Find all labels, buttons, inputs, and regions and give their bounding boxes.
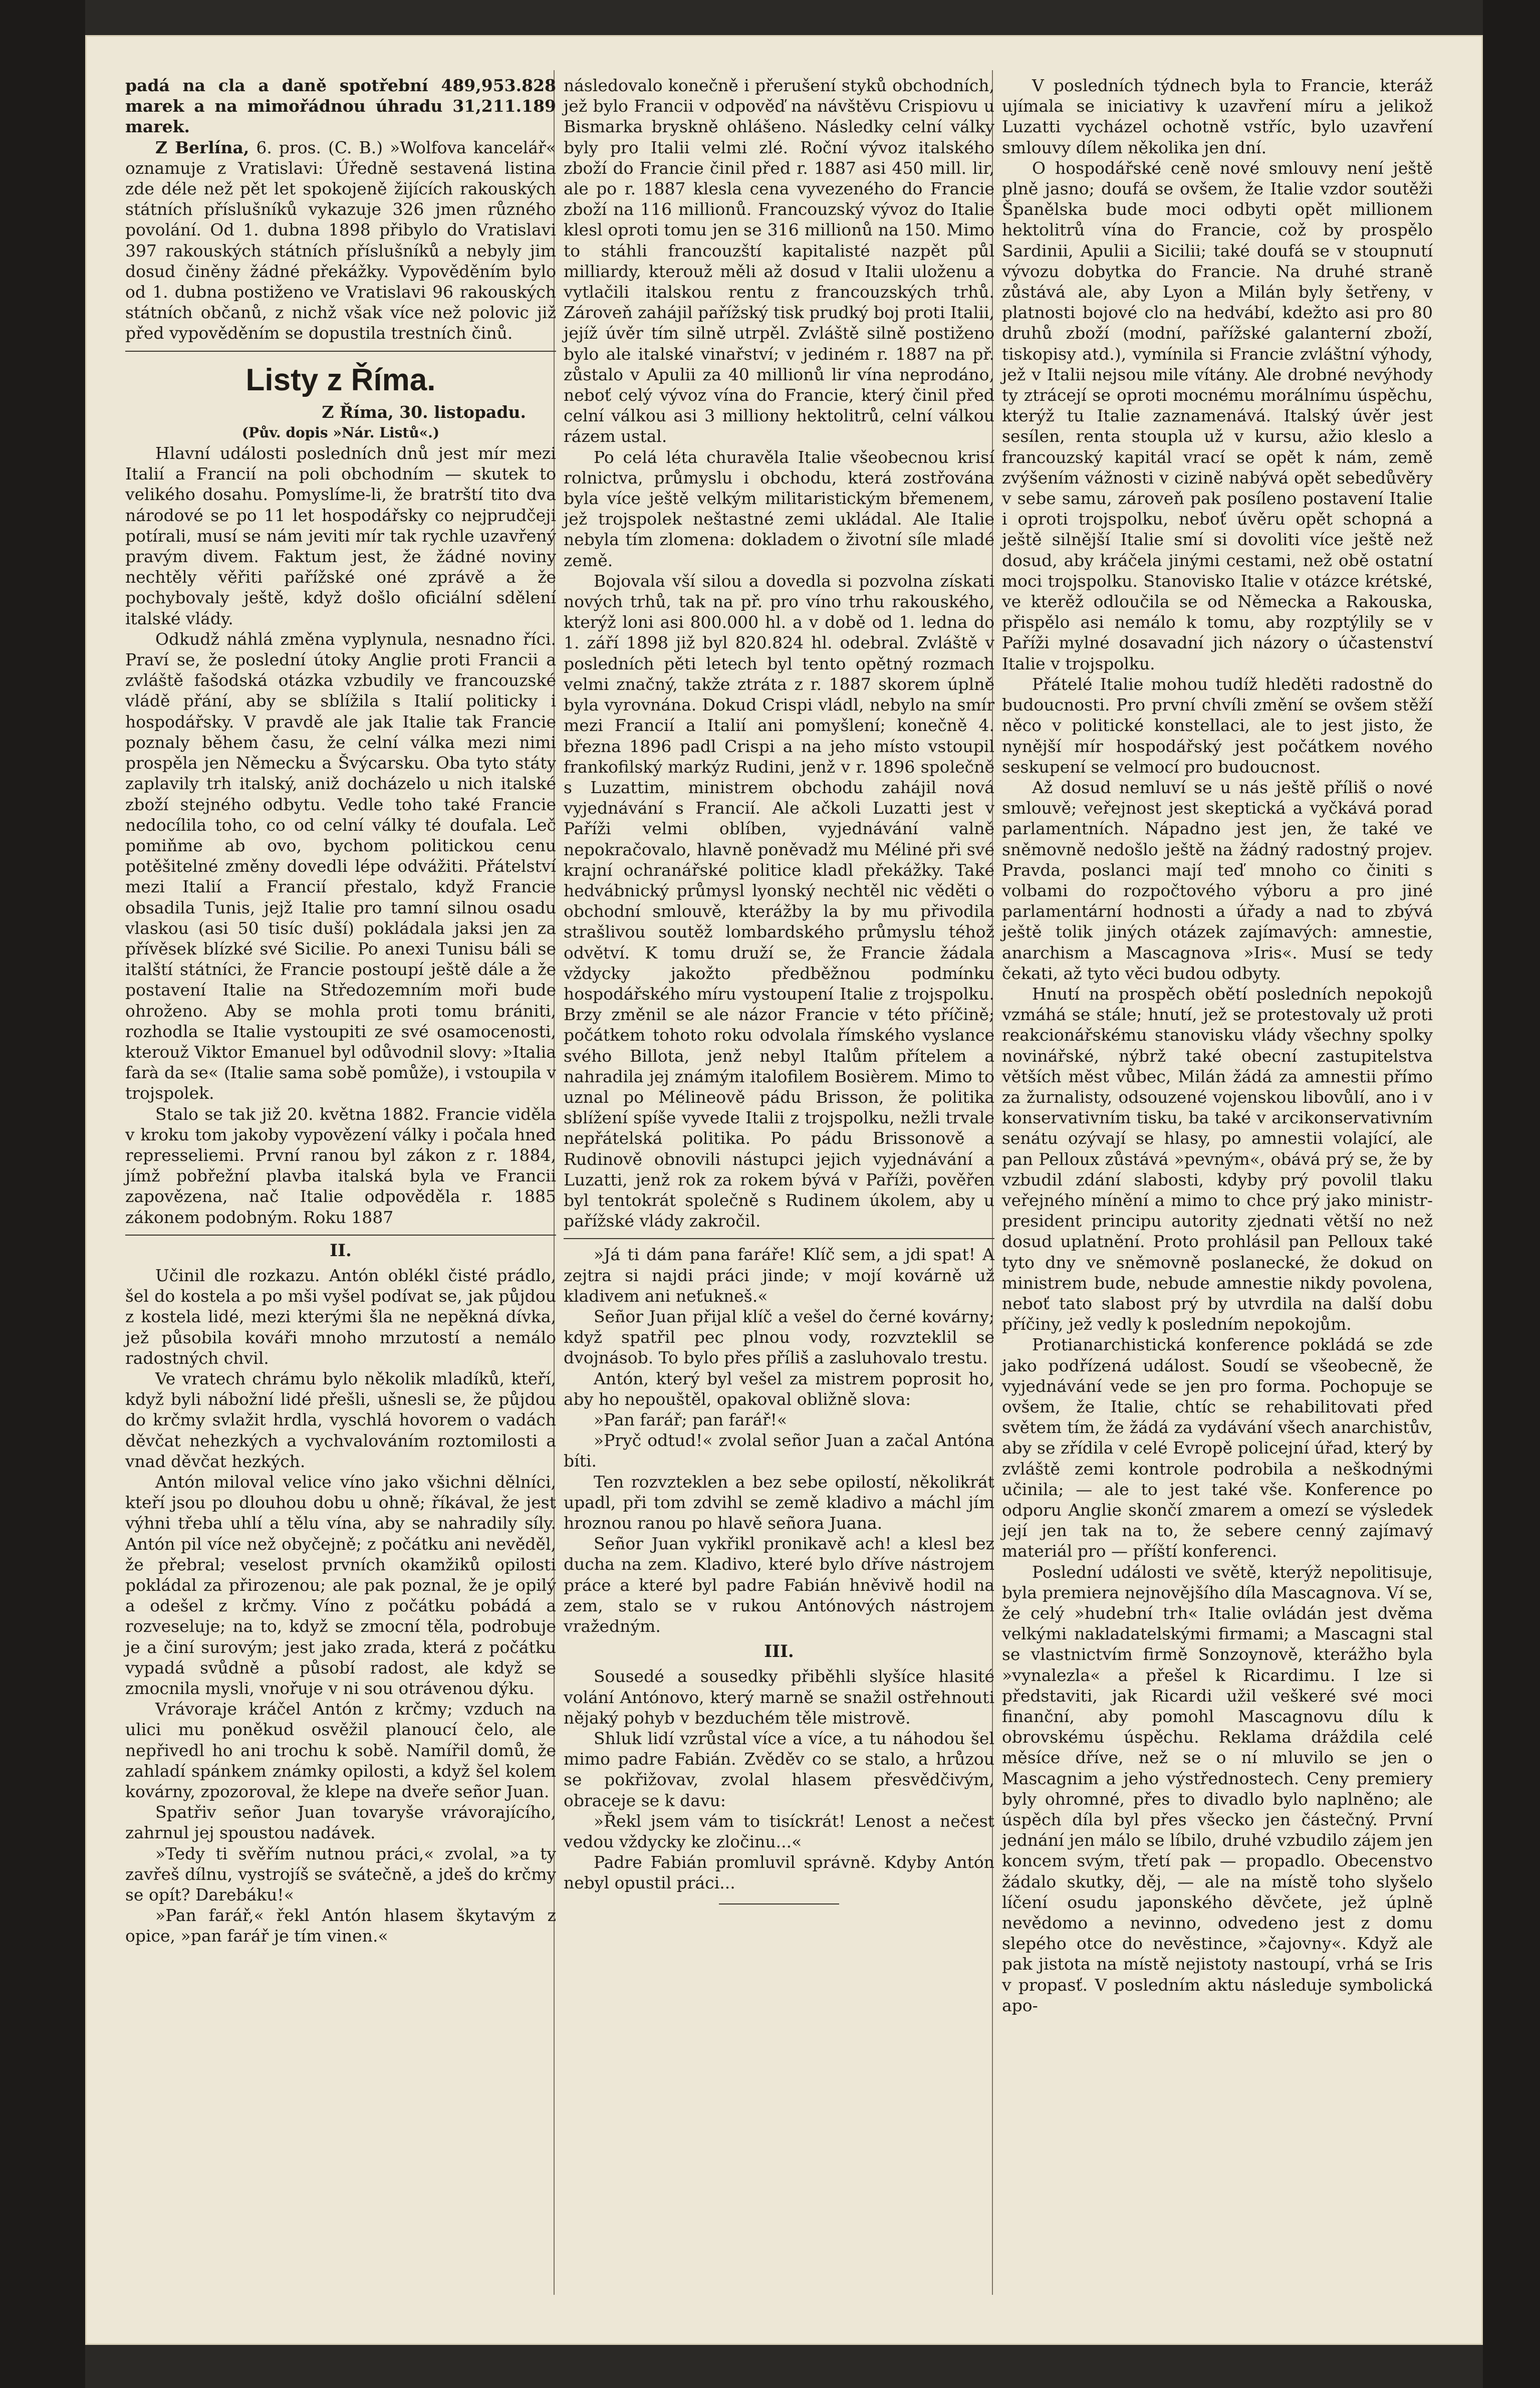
story-paragraph: Vrávoraje kráčel Antón z krčmy; vzduch na ulici mu poněkud osvěžil planoucí čelo, ale nepřivedl ho ani trochu k sobě. Namířil domů, že zahladí spánkem známky opilosti, a když šel kolem kovárny, zpozoroval, že klepe na dveře señor Juan.: [125, 1699, 556, 1802]
story-paragraph: Spatřiv señor Juan tovaryše vrávorajícího, zahrnul jej spoustou nadávek.: [125, 1802, 556, 1843]
article-paragraph: Hlavní události posledních dnů jest mír mezi Italií a Francií na poli obchodním — skutek to velikého dosahu. Pomyslíme-li, že bratrští tito dva národové se po 11 let hospodářsky co nejprudčeji potírali, musí se nám jeviti mír tak rychle uzavřený pravým divem. Faktum jest, že žádné noviny nechtěly věřiti pařížské oné zprávě a že pochybovaly ještě, když došlo oficiální sdělení italské vlády.: [125, 443, 556, 628]
column-2: [564, 75, 994, 1915]
story-end-rule: [719, 1903, 839, 1904]
article-paragraph: následovalo konečně i přerušení styků obchodních, jež bylo Francii v odpověď na návštěvu Crispiovu u Bismarka bryskně ohlášeno. Následky celní války byly pro Italii velmi zlé. Roční vývoz italského zboží do Francie činil před r. 1887 asi 450 mill. lir, ale po r. 1887 klesla cena vyvezeného do Francie zboží na 116 millionů. Francouzský vývoz do Italie klesl oproti tomu jen se 316 millionů na 150. Mimo to stáhli francouzští kapitalisté nazpět půl milliardy, kterouž měli až dosud v Italii uloženu a vytlačili italskou rentu z francouzských trhů. Zároveň zahájil pařížský tisk prudký boj proti Italii, jejíž úvěr tím silně utrpěl. Zvláště silně postiženo bylo ale italské vinařství; v jediném r. 1887 na př. zůstalo v Apulii za 40 millionů lir vína neprodáno, neboť celý vývoz vína do Francie, který činil před celní válkou asi 3 milliony hektolitrů, celní válkou rázem ustal.: [564, 76, 994, 446]
story-paragraph: Ve vratech chrámu bylo několik mladíků, kteří, když byli nábožní lidé přešli, ušnesli se, že půjdou do krčmy svlažit hrdla, vyschlá hovorem o vadách děvčat nehezkých a vychvalováním roztomilosti a vnad děvčat hezkých.: [125, 1368, 556, 1471]
article-paragraph: O hospodářské ceně nové smlouvy není ještě plně jasno; doufá se ovšem, že Italie vzdor soutěži Španělska bude moci odbyti opět millionem hektolitrů vína do Francie, což by prospělo Sardinii, Apulii a Sicilii; také doufá se v stoupnutí vývozu dobytka do Francie. Na druhé straně zůstává ale, aby Lyon a Milán byly šetřeny, v platnosti bojové clo na hedvábí, kdežto asi pro 80 druhů zboží (modní, pařížské galanterní zboží, tiskopisy atd.), vymínila si Francie zvláštní výhody, jež v Italii nejsou mile vítány. Ale drobné nevýhody ty ztrácejí se oproti mocnému morálnímu úspěchu, kterýž tu Italie zaznamenává. Italský úvěr jest sesílen, renta stoupla už v kursu, ažio kleslo a francouzský kapitál vrací se opět k nám, země zvýšením vážnosti v cizině nabývá opět sebedůvěry v sebe samu, zároveň pak posíleno postavení Italie i oproti trojspolku, neboť úvěru opět schopná a ještě silnější Italie smí si dovoliti více ještě než dosud, aby kráčela jinými cestami, než obě ostatní moci trojspolku. Stanovisko Italie v otázce krétské, ve kterěž odloučila se od Německa a Rakouska, přispělo asi nemálo k tomu, aby rozptýlily se v Paříži mylné dosavadní jich názory o účastenství Italie v trojspolku.: [1002, 158, 1433, 673]
article-paragraph: Odkudž náhlá změna vyplynula, nesnadno říci. Praví se, že poslední útoky Anglie proti Francii a zvláště fašodská otázka vzbudily ve francouzské vládě přání, aby se sblížila s Italií politicky i hospodářsky. V pravdě ale jak Italie tak Francie poznaly během času, že celní válka mezi nimi prospěla jen Německu a Švýcarsku. Oba tyto státy zaplavily trh italský, aniž docházelo u nich italské zboží stejného odbytu. Vedle toho také Francie nedocílila toho, co od celní války té doufala. Leč pomiňme ab ovo, bychom politickou cenu potěšitelné změny dovedli lépe odvážiti. Přátelství mezi Italií a Francií přestalo, když Francie obsadila Tunis, jejž Italie pro tamní silnou osadu vlaskou (asi 50 tisíc duší) pokládala jaksi jen za přívěsek blízké své Sicilie. Po anexi Tunisu báli se italští státníci, že Francie postoupí ještě dále a že postavení Italie na Středozemním moři bude ohroženo. Aby se mohla proti tomu brániti, rozhodla se Italie vystoupiti ze své osamocenosti, kterouž Viktor Emanuel byl odůvodnil slovy: »Italia farà da se« (Italie sama sobě pomůže), i vstoupila v trojspolek.: [125, 629, 556, 1103]
story-chapter-number: III.: [764, 1641, 794, 1662]
article-heading: Listy z Říma.: [245, 362, 436, 397]
column-1: [125, 75, 556, 1947]
story-paragraph: Učinil dle rozkazu. Antón oblékl čisté prádlo, šel do kostela a po mši vyšel podívat se, jak půjdou z kostela lidé, mezi kterými šla ne nepěkná dívka, jež působila kováři mnoho mrzutostí a nemálo radostných chvil.: [125, 1265, 556, 1368]
article-paragraph: Přátelé Italie mohou tudíž hleděti radostně do budoucnosti. Pro první chvíli změní se ovšem stěží něco v politické konstellaci, ale to jest jisto, že nynější mír hospodářský jest počátkem nového seskupení se velmocí pro budoucnost.: [1002, 674, 1433, 777]
opening-paragraph: padá na cla a daně spotřební 489,953.828 marek a na mimořádnou úhradu 31,211.189 marek.: [125, 76, 556, 137]
story-paragraph: Padre Fabián promluvil správně. Kdyby Antón nebyl opustil práci...: [564, 1852, 994, 1893]
article-paragraph: Po celá léta churavěla Italie všeobecnou krisí rolnictva, průmyslu i obchodu, která zostřována byla více ještě velkým militaristickým břemenem, jež trojspolek neštastné zemi ukládal. Ale Italie nebyla tím zlomena: dokladem o životní síle mladé země.: [564, 447, 994, 570]
newspaper-page: [85, 35, 1483, 2345]
berlin-dateline: Z Berlína,: [155, 137, 249, 157]
article-paragraph: Bojovala vší silou a dovedla si pozvolna získati nových trhů, tak na př. pro víno trhu rakouského, kterýž loni asi 800.000 hl. a v době od 1. ledna do 1. září 1898 již byl 820.824 hl. odebral. Zvláště v posledních pěti letech byl tento opětný rozmach velmi značný, takže ztráta z r. 1887 skorem úplně byla vyrovnána. Dokud Crispi vládl, nebylo na smír mezi Francií a Italií ani pomyšlení; konečně 4. března 1896 padl Crispi a na jeho místo vstoupil frankofilský markýz Rudini, jenž v r. 1896 společně s Luzattim, ministrem obchodu zahájil nová vyjednávání s Francií. Ale ačkoli Luzatti jest v Paříži velmi oblíben, vyjednávání valně nepokračovalo, hlavně poněvadž mu Méliné při své krajní ochranářské politice kladl překážky. Také hedvábnický průmysl lyonský nechtěl nic věděti o obchodní smlouvě, kterážby la by mu přivodila strašlivou soutěž lombardského průmyslu téhož odvětví. K tomu druží se, že Francie žádala vždycky jakožto předběžnou podmínku hospodářského míru vystoupení Italie z trojspolku. Brzy změnil se ale názor Francie v této příčině; počátkem tohoto roku odvolala římského vyslance svého Billota, jenž nebyl Italům přítelem a nahradila jej známým italofilem Bosièrem. Mimo to uznal po Mélineově pádu Brisson, že politika sblížení spíše vyvede Italii z trojspolku, nežli trvale nepřátelská politika. Po pádu Brissonově a Rudinově obnovili nástupci jejich vyjednávání a Luzatti, jenž rok za rokem bývá v Paříži, pověřen byl tentokrát společně s Rudinem úkolem, aby u pařížské vlády zakročil.: [564, 571, 994, 1231]
story-paragraph: »Tedy ti svěřím nutnou práci,« zvolal, »a ty zavřeš dílnu, vystrojíš se svátečně, a jdeš do krčmy se opít? Darebáku!«: [125, 1843, 556, 1905]
story-paragraph: Señor Juan vykřikl pronikavě ach! a klesl bez ducha na zem. Kladivo, které bylo dříve nástrojem práce a které byl padre Fabián hněvivě hodil na zem, stalo se v rukou Antónových nástrojem vražedným.: [564, 1534, 994, 1636]
feuilleton-separator: [564, 1238, 994, 1239]
story-paragraph: Shluk lidí vzrůstal více a více, a tu náhodou šel mimo padre Fabián. Zvěděv co se stalo, a hrůzou se pokřižovav, zvolal hlasem přesvědčivým, obraceje se k davu:: [564, 1729, 994, 1810]
story-paragraph: »Pryč odtud!« zvolal señor Juan a začal Antóna bíti.: [564, 1430, 994, 1471]
article-dateline: Z Říma, 30. listopadu.: [322, 402, 526, 422]
section-separator: [125, 351, 556, 352]
article-paragraph: V posledních týdnech byla to Francie, kteráž ujímala se iniciativy k uzavření míru a jelikož Luzatti vycházel ochotně vstříc, bylo uzavření smlouvy dílem několika jen dní.: [1002, 76, 1433, 157]
article-paragraph: Až dosud nemluví se u nás ještě příliš o nové smlouvě; veřejnost jest skeptická a vyčkává porad parlamentních. Nápadno jest jen, že také ve sněmovně nedošlo ještě na žádný radostný projev. Pravda, poslanci mají teď mnoho co činiti s volbami do rozpočtového výboru a pro jiné parlamentární hodnosti a úřady a nad to zbývá ještě tolik jiných otázek zajímavých: amnestie, anarchism a Mascagnova »Iris«. Musí se tedy čekati, až tyto věci budou odbyty.: [1002, 777, 1433, 983]
story-paragraph: Antón, který byl vešel za mistrem poprosit ho, aby ho nepouštěl, opakoval obližně slova:: [564, 1368, 994, 1409]
column-3: [1002, 75, 1433, 2016]
story-paragraph: »Pan farář; pan farář!«: [594, 1410, 788, 1429]
story-paragraph: »Pan farář,« řekl Antón hlasem škytavým z opice, »pan farář je tím vinen.«: [125, 1905, 556, 1946]
scan-right-margin: [1483, 0, 1540, 2388]
article-paragraph: Hnutí na prospěch obětí posledních nepokojů vzmáhá se stále; hnutí, jež se protestovaly už proti reakcionářskému stanovisku vlády všechny spolky novinářské, nýbrž také obecní zastupitelstva větších měst vůbec, Milán žádá za amnestii přímo za žurnalisty, odsouzené vojenskou libovůlí, ano i v konservativním tisku, ba také v arcikonservativním senátu ozývají se hlasy, po amnestii volající, ale pan Pelloux zůstává »pevným«, obává prý se, že by vzbudil zdání slabosti, kdyby prý povolil tlaku veřejného mínění a mimo to chce prý jako ministr-president principu autority zjednati větší no než dosud uplatnění. Proto prohlásil pan Pelloux také tyto dny ve sněmovně poslanecké, že dokud on ministrem bude, nebude amnestie nikdy povolena, neboť tato slabost prý by utvrdila na další dobu příčiny, jež vedly k posledním nepokojům.: [1002, 984, 1433, 1334]
article-paragraph: Protianarchistická konference pokládá se zde jako podřízená událost. Soudí se všeobecně, že vyjednávání vede se jen pro forma. Pochopuje se ovšem, že Italie, chtíc se rehabilitovati před světem tím, že žádá za vydávání všech anarchistův, aby se zřídila v celé Evropě policejní úřad, který by zvláště zemi kontrole podrobila a neškodnými učinila; — ale to jest také vše. Konference po odporu Anglie skončí zmarem a omezí se výsledek její jen tak na to, že sebere cenný zajímavý materiál pro — příští konferenci.: [1002, 1335, 1433, 1561]
article-paragraph: Poslední události ve světě, kterýž nepolitisuje, byla premiera nejnovějšího díla Mascagnova. Ví se, že celý »hudební trh« Italie ovládán jest dvěma velkými nakladatelskými firmami; a Mascagni stal se vlastnictvím firmě Sonzoynově, kterážho byla »vynalezla« a přešel k Ricardimu. I lze si představiti, jak Ricardi užil veškeré své moci finanční, aby pomohl Mascagnovu dílu k obrovskému úspěchu. Reklama dráždila celé měsíce dříve, než se o ní mluvilo se jen o Mascagnim a jeho výstřednostech. Ceny premiery byly ohromné, přes to divadlo bylo naplněno; ale úspěch díla byl přes všecko jen částečný. První jednání jen málo se líbilo, druhé vzbudilo zájem jen koncem svým, třetí pak — propadlo. Obecenstvo žádalo skutky, děj, — ale na místě toho slyšelo líčení osudu japonského děvčete, jež úplně nevědomo a nevinno, odvedeno jest z domu slepého otce do nevěstince, »čajovny«. Když ale pak jistota na místě nejistoty nastoupí, vrhá se Iris v propasť. V posledním aktu následuje symbolická apo-: [1002, 1562, 1433, 2015]
article-paragraph: Stalo se tak již 20. května 1882. Francie viděla v kroku tom jakoby vypovězení války i počala hned represseliemi. První ranou byl zákon z r. 1884, jímž pobřežní plavba italská byla ve Francii zapovězena, nač Italie odpověděla r. 1885 zákonem podobným. Roku 1887: [125, 1104, 556, 1227]
story-paragraph: »Řekl jsem vám to tisíckrát! Lenost a nečest vedou vždycky ke zločinu...«: [564, 1811, 994, 1852]
article-byline: (Pův. dopis »Nár. Listů«.): [241, 424, 440, 441]
story-chapter-number: II.: [330, 1240, 352, 1261]
berlin-text: 6. pros. (C. B.) »Wolfova kancelář« oznamuje z Vratislavi: Úředně sestavená listina zde déle než pět let spokojeně žijících rakouských státních příslušníků vykazuje 326 jmen různého povolání. Od 1. dubna 1898 přibylo do Vratislavi 397 rakouských státních příslušníků a nebyly jim dosud činěny žádné překážky. Vypověděním bylo od 1. dubna postiženo ve Vratislavi 96 rakouských státních občanů, z nichž však více než polovic již před vypověděním se dopustila trestních činů.: [125, 137, 556, 343]
feuilleton-separator: [125, 1235, 556, 1236]
scan-left-margin: [0, 0, 85, 2388]
story-paragraph: Ten rozvzteklen a bez sebe opilostí, několikrát upadl, při tom zdvihl se země kladivo a máchl jím hroznou ranou po hlavě señora Juana.: [564, 1472, 994, 1533]
story-paragraph: Señor Juan přijal klíč a vešel do černé kovárny; když spatřil pec plnou vody, rozvzteklil se dvojnásob. To bylo přes příliš a zasluhovalo trestu.: [564, 1306, 994, 1368]
story-paragraph: Sousedé a sousedky přiběhli slyšíce hlasité volání Antónovo, který marně se snažil ostřehnouti nějaký pohyb v bezduchém těle mistrově.: [564, 1666, 994, 1728]
story-paragraph: Antón miloval velice víno jako všichni dělníci, kteří jsou po dlouhou dobu u ohně; říkával, že jest výhni třeba uhlí a tělu vína, aby se nahradily síly. Antón pil více než obyčejně; z počátku ani nevěděl, že přebral; veselost prvních okamžiků opilosti pokládal za přirozenou; ale pak poznal, že je opilý a odešel z krčmy. Víno z počátku pobádá a rozveseluje; na to, když se zmocní těla, podrobuje je a činí surovým; jest jako zrada, která z počátku vypadá svůdně a působí radost, ale když se zmocnila mysli, vnořuje v ni sou otrávenou dýku.: [125, 1472, 556, 1699]
story-paragraph: »Já ti dám pana faráře! Klíč sem, a jdi spat! A zejtra si najdi práci jinde; v mojí kovárně už kladivem ani neťukneš.«: [564, 1245, 994, 1306]
berlin-report: [125, 137, 556, 344]
